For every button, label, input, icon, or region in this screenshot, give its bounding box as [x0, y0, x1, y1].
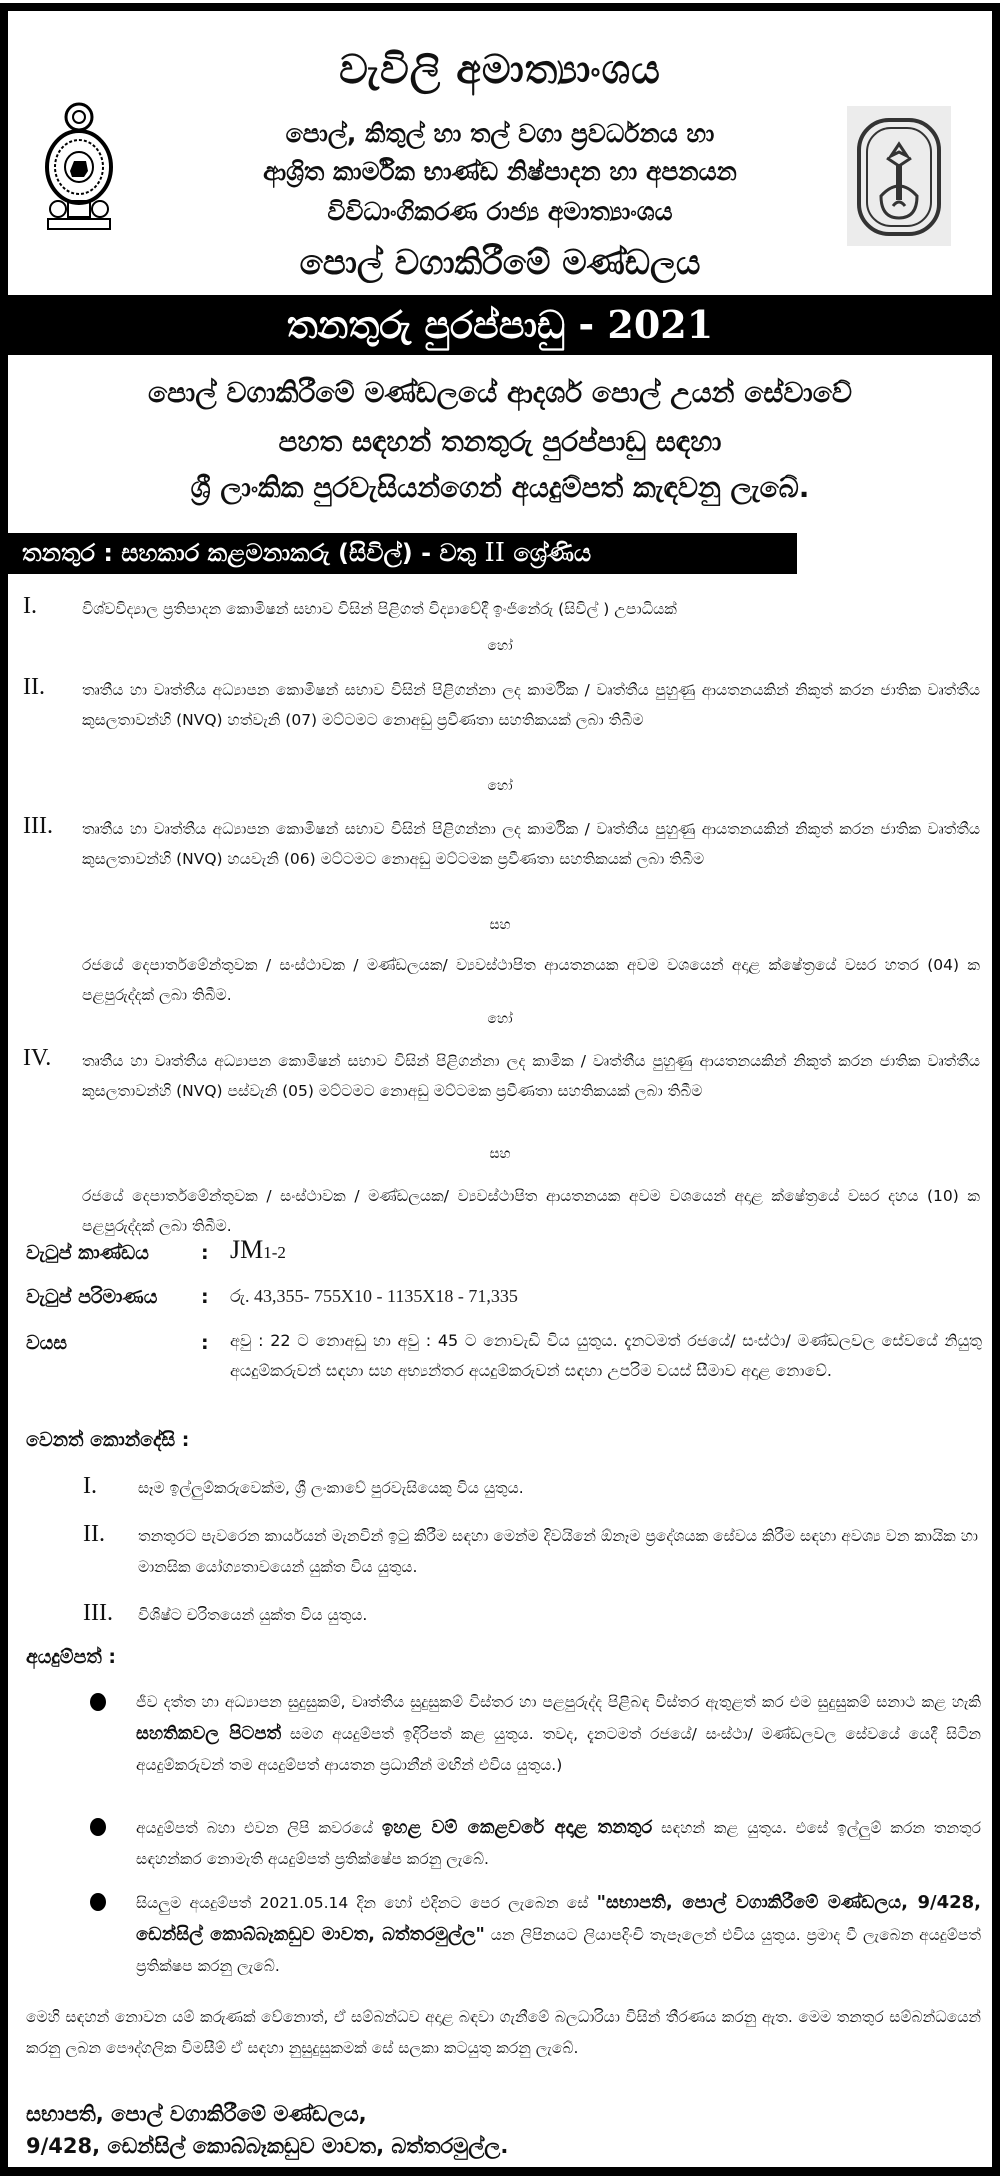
application-text-part: ජීව දත්ත හා අධ්‍යාපන සුදුසුකම්, වෘත්තීය සුදුසුකම් විස්තර හා පළපුරුද්ද පිළිබඳ විස්තර ඇතුළත් කර එම සුදුසුකම් සනාථ කළ හැකි	[136, 1693, 981, 1711]
coconut-board-logo-icon	[847, 106, 951, 246]
condition-text: තනතුරට පැවරෙන කාර්යයන් මැනවින් ඉටු කිරීම සඳහා මෙන්ම දිවයිනේ ඕනෑම ප්‍රදේශයක සේවය කිරීම සඳහා අවශ්‍ය වන කායික හා මානසික යෝග්‍යතාවයෙන් යුක්ත විය යුතුය.	[138, 1527, 978, 1576]
bullet-icon	[90, 1893, 106, 1911]
qualification-number: III.	[23, 813, 53, 839]
connector-and: සහ	[489, 1146, 511, 1162]
qualification-text: විශ්වවිද්‍යාල ප්‍රතිපාදන කොමිෂන් සභාව විසින් පිළිගත් විද්‍යාවේදී ඉංජිනේරු (සිවිල් ) උපාධියක්	[82, 600, 677, 618]
qualification-text: තෘතීය හා වෘත්තීය අධ්‍යාපන කොමිෂන් සභාව විසින් පිළිගන්නා ලද කාර්මික / වෘත්තීය පුහුණු ආයතනයකින් නිකුත් කරන ජාතික වෘත්තීය කුසලතාවන්හි (NVQ) හයවැනි (06) මට්ටමට නොඅඩු මට්ටමක ප්‍රවීණතා සහතිකයක් ලබා තිබීම	[82, 820, 980, 868]
signature-line-2: 9/428, ඩෙන්සිල් කොබ්බෑකඩුව මාවත, බත්තරමුල්ල.	[26, 2134, 509, 2158]
colon: :	[201, 1286, 209, 1308]
application-text-bold: "සභාපති, පොල් වගාකිරීමේ මණ්ඩලය, 9/428, ඩෙන්සිල් කොබ්බෑකඩුව මාවත, බත්තරමුල්ල"	[136, 1892, 981, 1945]
salary-code: JM	[230, 1235, 264, 1264]
qualification-number: I.	[23, 593, 37, 619]
bullet-icon	[90, 1818, 106, 1836]
condition-number: III.	[83, 1600, 113, 1626]
connector-and: සහ	[489, 917, 511, 933]
other-conditions-title: වෙනත් කොන්දේසි :	[26, 1429, 190, 1451]
condition-text: විශිෂ්ට චරිතයෙන් යුක්ත විය යුතුය.	[138, 1606, 368, 1624]
qualification-experience-text: රජයේ දෙපාර්තමේන්තුවක / සංස්ථාවක / මණ්ඩලයක/ ව්‍යවස්ථාපිත ආයතනයක අවම වශයෙන් අදාළ ක්ෂේත්‍රයේ වසර හතර (04) ක පළපුරුද්දක් ලබා තිබීම.	[82, 956, 980, 1004]
intro-line-3: ශ්‍රී ලාංකික පුරවැසියන්ගෙන් අයදුම්පත් කැඳවනු ලැබේ.	[190, 471, 810, 504]
qualification-text: තෘතීය හා වෘත්තීය අධ්‍යාපන කොමිෂන් සභාව විසින් පිළිගන්නා ලද කාර්මික / වෘත්තීය පුහුණු ආයතනයකින් නිකුත් කරන ජාතික වෘත්තීය කුසලතාවන්හි (NVQ) හත්වැනි (07) මට්ටමට නොඅඩු ප්‍රවීණතා සහතිකයක් ලබා තිබීම	[82, 681, 980, 729]
salary-code-range: 1-2	[263, 1243, 286, 1262]
age-value: අවු : 22 ට නොඅඩු හා අවු : 45 ට නොවැඩි විය යුතුය. දැනටමත් රජයේ/ සංස්ථා/ මණ්ඩලවල සේවයේ නියුතු අයදුම්කරුවන් සඳහා සහ අභ්‍යන්තර අයදුම්කරුවන් සඳහා උපරිම වයස් සීමාව අදාළ නොවේ.	[230, 1331, 982, 1380]
applications-title: අයදුම්පත් :	[26, 1646, 116, 1668]
ministry-title: වැවිලි අමාත්‍යාංශය	[339, 47, 661, 93]
vacancies-year: 2021	[607, 302, 714, 347]
colon: :	[201, 1242, 209, 1264]
colon: :	[201, 1332, 209, 1354]
application-text-part: සමග අයදුම්පත් ඉදිරිපත් කළ යුතුය. තවද, දැනටමත් රජයේ/ සංස්ථා/ මණ්ඩලවල සේවයේ යෙදී සිටින අයදුම්කරුවන් තම අයදුම්පත් ආයතන ප්‍රධානීන් මඟින් එවිය යුතුය.)	[136, 1725, 981, 1774]
condition-number: II.	[83, 1521, 105, 1547]
board-name: පොල් වගාකිරීමේ මණ්ඩලය	[299, 243, 701, 283]
salary-code-value	[230, 1235, 286, 1268]
connector-or: හෝ	[487, 778, 513, 794]
qualification-number: II.	[23, 674, 45, 700]
vacancies-banner-title: තනතුරු පුරප්පාඩු -	[286, 303, 595, 347]
state-ministry-line-1: පොල්, කිතුල් හා තල් වගා ප්‍රවර්ධනය හා	[285, 119, 715, 148]
position-grade-word: ශ්‍රේණිය	[513, 539, 592, 567]
signature-line-1: සභාපති, පොල් වගාකිරීමේ මණ්ඩලය,	[26, 2102, 367, 2126]
intro-line-1: පොල් වගාකිරීමේ මණ්ඩලයේ ආදර්ශ පොල් උයන් සේවාවේ	[148, 376, 852, 409]
application-text	[136, 1687, 981, 1781]
state-ministry-line-2: ආශ්‍රිත කාර්මික භාණ්ඩ නිෂ්පාදන හා අපනයන	[263, 157, 737, 186]
intro-line-2: පහත සඳහන් තනතුරු පුරප්පාඩු සඳහා	[278, 425, 722, 458]
state-ministry-line-3: විවිධාංගිකරණ රාජ්‍ය අමාත්‍යාංශය	[327, 197, 673, 226]
qualification-number: IV.	[23, 1045, 52, 1071]
salary-code-label: වැටුප් කාණ්ඩය	[26, 1242, 149, 1264]
application-text-bold: ඉහළ වම් කෙළවරේ අදාළ තනතුර	[382, 1817, 653, 1838]
application-text	[136, 1887, 981, 1982]
condition-number: I.	[83, 1473, 97, 1499]
position-grade: II	[484, 538, 506, 568]
salary-scale-label: වැටුප් පරිමාණය	[26, 1286, 158, 1308]
connector-or: හෝ	[487, 638, 513, 654]
condition-text: සෑම ඉල්ලුම්කරුවෙක්ම, ශ්‍රී ලංකාවේ පුරවැසියෙකු විය යුතුය.	[138, 1479, 524, 1497]
salary-scale-value: රු. 43,355- 755X10 - 1135X18 - 71,335	[230, 1286, 518, 1306]
position-title-banner	[8, 533, 797, 574]
bullet-icon	[90, 1693, 106, 1711]
application-text-bold: සහතිකවල පිටපත්	[136, 1723, 282, 1744]
position-title: තනතුර : සහකාර කළමනාකරු (සිවිල්) - වතු	[22, 539, 477, 567]
application-text-part: අයදුම්පත් බහා එවන ලිපි කවරයේ	[136, 1819, 383, 1837]
application-text-part: යන ලිපිනයට ලියාපදිංචි තැපෑලෙන් එවිය යුතුය. ප්‍රමාද වී ලැබෙන අයදුම්පත් ප්‍රතික්ෂප කරනු ලැබේ.	[136, 1926, 981, 1975]
vacancies-banner	[0, 295, 1000, 355]
header	[8, 11, 992, 289]
application-text-part: සඳහන් කළ යුතුය. එසේ ඉල්ලුම් කරන තනතුර සඳහන්කර නොමැති අයදුම්පත් ප්‍රතික්ෂේප කරනු ලැබේ.	[136, 1819, 981, 1868]
application-text	[136, 1812, 981, 1875]
note-text: මෙහි සඳහන් නොවන යම් කරුණක් වේනොත්, ඒ සම්බන්ධව අදාළ බඳවා ගැනීමේ බලධාරියා විසින් තීරණය කරනු ඇත. මෙම තනතුර සම්බන්ධයෙන් කරනු ලබන පෞද්ගලික විමසීම් ඒ සඳහා නුසුදුසුකමක් සේ සලකා කටයුතු කරනු ලැබේ.	[26, 2008, 981, 2057]
qualification-text: තෘතීය හා වෘත්තීය අධ්‍යාපන කොමිෂන් සභාව විසින් පිළිගන්නා ලද කාමික / වෘත්තීය පුහුණු ආයතනයකින් නිකුත් කරන ජාතික වෘත්තීය කුසලතාවන්හි (NVQ) පස්වැනි (05) මට්ටමට නොඅඩු මට්ටමක ප්‍රවීණතා සහතිකයක් ලබා තිබීම	[82, 1052, 980, 1100]
connector-or: හෝ	[487, 1011, 513, 1027]
age-label: වයස	[26, 1332, 67, 1354]
qualification-experience-text: රජයේ දෙපාර්තමේන්තුවක / සංස්ථාවක / මණ්ඩලයක/ ව්‍යවස්ථාපිත ආයතනයක අවම වශයෙන් අදාළ ක්ෂේත්‍රයේ වසර දහය (10) ක පළපුරුද්දක් ලබා තිබීම.	[82, 1187, 980, 1235]
application-text-part: සියලුම අයදුම්පත් 2021.05.14 දින හෝ එදිනට පෙර ලැබෙන සේ	[136, 1894, 597, 1912]
advert-body	[8, 11, 992, 2167]
